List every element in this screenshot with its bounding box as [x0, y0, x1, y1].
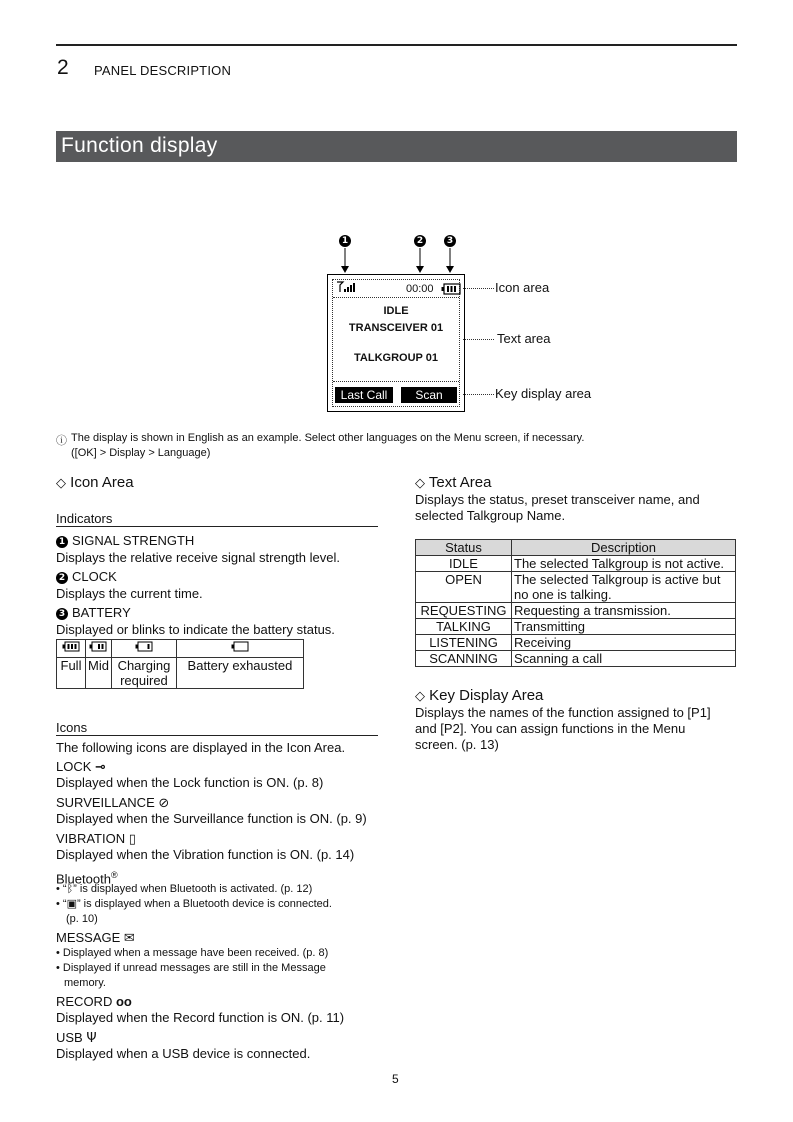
indicators-rule	[56, 526, 378, 527]
lcd-display	[327, 274, 465, 412]
signal-strength-title: SIGNAL STRENGTH	[72, 533, 195, 548]
status-cell: REQUESTING	[416, 603, 512, 619]
icons-heading: Icons	[56, 720, 88, 735]
lock-title	[56, 759, 106, 776]
message-icon: ✉	[123, 931, 135, 946]
lock-title-text: LOCK	[56, 759, 92, 774]
table-row	[416, 651, 736, 667]
lcd-clock: 00:00	[406, 283, 434, 295]
bluetooth-bullet-1: • “ᛒ” is displayed when Bluetooth is activated. (p. 12)	[56, 883, 313, 895]
battery-title: BATTERY	[72, 605, 131, 620]
lcd-status: IDLE	[383, 305, 409, 317]
signal-strength-desc: Displays the relative receive signal strength level.	[56, 550, 340, 565]
lcd-key-divider	[333, 381, 459, 382]
battery-exhausted-label: Battery exhausted	[176, 658, 303, 689]
indicators-heading: Indicators	[56, 511, 113, 526]
description-cell: Scanning a call	[512, 651, 736, 667]
vibration-icon: ▯	[128, 832, 136, 847]
diamond-icon: ◇	[415, 476, 425, 491]
status-table	[415, 539, 736, 667]
softkey-scan: Scan	[401, 387, 457, 403]
diamond-icon: ◇	[415, 689, 425, 704]
description-cell: The selected Talkgroup is not active.	[512, 556, 736, 572]
marker-arrows	[330, 246, 470, 274]
text-area-heading	[415, 474, 491, 491]
leader-icon-area	[463, 288, 494, 289]
marker-2: 2	[414, 235, 426, 247]
icons-rule	[56, 735, 378, 736]
message-bullet-1: • Displayed when a message have been received. (p. 8)	[56, 947, 329, 959]
status-cell: IDLE	[416, 556, 512, 572]
table-row	[416, 635, 736, 651]
clock-title: CLOCK	[72, 569, 117, 584]
surveillance-icon: ⊘	[158, 796, 170, 811]
surveillance-desc: Displayed when the Surveillance function is ON. (p. 9)	[56, 811, 367, 826]
bluetooth-registered: ®	[110, 870, 118, 880]
lcd-transceiver: TRANSCEIVER 01	[348, 322, 444, 334]
status-cell: LISTENING	[416, 635, 512, 651]
page-number: 5	[392, 1072, 399, 1086]
lcd-icon-divider	[333, 297, 459, 298]
note-line-2: ([OK] > Display > Language)	[71, 447, 211, 459]
text-area-heading-text: Text Area	[428, 474, 492, 491]
section-title: Function display	[61, 134, 218, 157]
section-banner	[56, 131, 737, 162]
table-row	[416, 603, 736, 619]
record-title	[56, 994, 132, 1010]
indicator-num-1: 1	[56, 536, 68, 548]
leader-text-area	[463, 339, 494, 340]
icons-intro: The following icons are displayed in the Icon Area.	[56, 740, 346, 755]
battery-table	[56, 639, 304, 689]
table-row	[416, 619, 736, 635]
usb-desc: Displayed when a USB device is connected.	[56, 1046, 311, 1061]
record-desc: Displayed when the Record function is ON. (p. 11)	[56, 1010, 345, 1025]
table-row	[416, 556, 736, 572]
note-symbol: ⓘ	[56, 435, 67, 447]
description-col-header: Description	[512, 540, 736, 556]
indicator-num-3: 3	[56, 608, 68, 620]
leader-key-area	[463, 394, 494, 395]
description-line-1: The selected Talkgroup is active but	[514, 572, 721, 587]
status-col-header: Status	[416, 540, 512, 556]
surveillance-title-text: SURVEILLANCE	[56, 795, 155, 810]
text-area-desc-2: selected Talkgroup Name.	[415, 508, 566, 523]
key-area-desc-1: Displays the names of the function assigned to [P1]	[415, 705, 711, 720]
message-bullet-2-cont: memory.	[64, 977, 106, 989]
key-area-heading-text: Key Display Area	[429, 687, 544, 704]
message-bullet-2: • Displayed if unread messages are still in the Message	[56, 962, 326, 974]
lock-icon: ⊸	[95, 760, 106, 775]
diamond-icon: ◇	[56, 476, 66, 491]
usb-title-text: USB	[56, 1030, 83, 1045]
battery-charging-label-2: required	[120, 673, 168, 688]
marker-3: 3	[444, 235, 456, 247]
lcd-talkgroup: TALKGROUP 01	[354, 352, 438, 364]
callout-icon-area: Icon area	[495, 280, 550, 295]
vibration-title-text: VIBRATION	[56, 831, 126, 846]
message-title-text: MESSAGE	[56, 930, 121, 945]
icon-area-heading	[56, 474, 134, 491]
note-line-1: The display is shown in English as an example. Select other languages on the Menu screen, if necessary.	[71, 432, 585, 444]
clock-desc: Displays the current time.	[56, 586, 203, 601]
bluetooth-bullet-2-cont: (p. 10)	[66, 913, 98, 925]
table-row	[416, 572, 736, 603]
callout-text-area: Text area	[497, 331, 551, 346]
bluetooth-title-text: Bluetooth	[56, 871, 111, 887]
battery-desc: Displayed or blinks to indicate the battery status.	[56, 622, 335, 637]
marker-1: 1	[339, 235, 351, 247]
indicator-num-2: 2	[56, 572, 68, 584]
usb-title	[56, 1030, 97, 1047]
vibration-desc: Displayed when the Vibration function is ON. (p. 14)	[56, 847, 355, 862]
bluetooth-bullet-2: • “▣” is displayed when a Bluetooth device is connected.	[56, 898, 332, 910]
icon-area-heading-text: Icon Area	[70, 474, 134, 491]
message-title	[56, 930, 135, 947]
record-title-text: RECORD	[56, 994, 113, 1009]
status-cell: OPEN	[416, 572, 512, 603]
key-area-desc-3: screen. (p. 13)	[415, 737, 499, 752]
description-cell	[512, 572, 736, 603]
description-cell: Receiving	[512, 635, 736, 651]
surveillance-title	[56, 795, 169, 812]
status-cell: TALKING	[416, 619, 512, 635]
battery-full-label: Full	[57, 658, 86, 689]
description-line-2: no one is talking.	[514, 587, 612, 602]
vibration-title	[56, 831, 136, 848]
key-area-heading	[415, 687, 543, 704]
battery-charging-cell-icon	[111, 640, 176, 658]
softkey-last-call: Last Call	[335, 387, 393, 403]
text-area-desc-1: Displays the status, preset transceiver name, and	[415, 492, 700, 507]
lock-desc: Displayed when the Lock function is ON. (p. 8)	[56, 775, 324, 790]
description-cell: Transmitting	[512, 619, 736, 635]
callout-key-area: Key display area	[495, 386, 592, 401]
battery-charging-label	[111, 658, 176, 689]
battery-charging-label-1: Charging	[117, 658, 171, 673]
record-icon: oo	[115, 994, 132, 1009]
top-rule	[56, 44, 737, 46]
signal-strength-icon	[336, 281, 358, 295]
battery-empty-cell-icon	[176, 640, 303, 658]
battery-full-cell-icon	[57, 640, 86, 658]
chapter-title: PANEL DESCRIPTION	[94, 63, 232, 78]
usb-icon: Ψ	[86, 1031, 97, 1046]
description-cell: Requesting a transmission.	[512, 603, 736, 619]
battery-mid-cell-icon	[86, 640, 112, 658]
status-cell: SCANNING	[416, 651, 512, 667]
chapter-number: 2	[57, 56, 69, 79]
battery-mid-label: Mid	[86, 658, 112, 689]
key-area-desc-2: and [P2]. You can assign functions in the Menu	[415, 721, 686, 736]
